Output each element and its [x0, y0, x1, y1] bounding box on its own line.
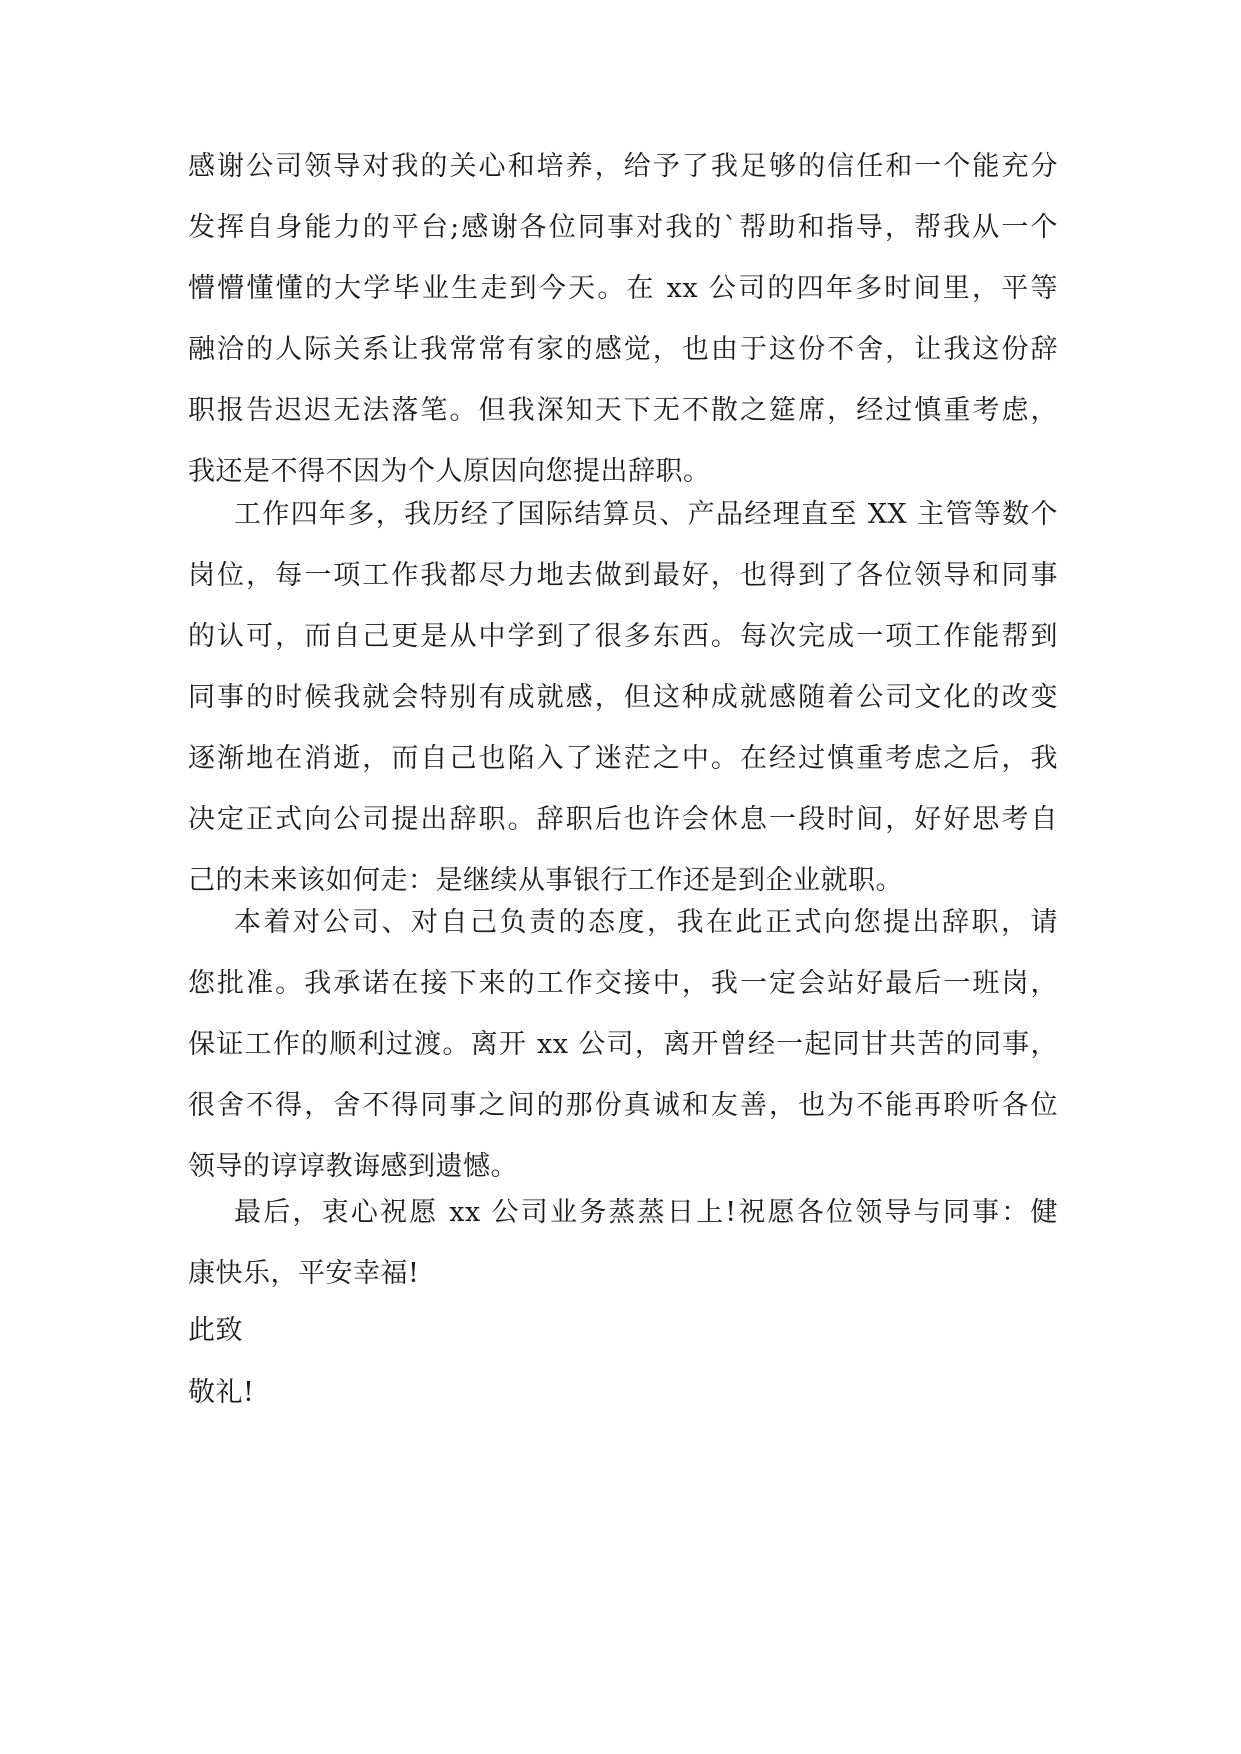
- paragraph-wishes: [188, 1182, 1058, 1304]
- text-line: 的认可，而自己更是从中学到了很多东西。每次完成一项工作能帮到: [188, 621, 1058, 652]
- text-line: 职报告迟迟无法落笔。但我深知天下无不散之筵席，经过慎重考虑，: [188, 395, 1058, 426]
- text-line: 领导的谆谆教诲感到遗憾。: [188, 1151, 518, 1182]
- paragraph-work-history: [188, 484, 1058, 911]
- text-line: 逐渐地在消逝，而自己也陷入了迷茫之中。在经过慎重考虑之后，我: [188, 743, 1058, 774]
- text-line: 保证工作的顺利过渡。离开 xx 公司，离开曾经一起同甘共苦的同事，: [188, 1029, 1058, 1060]
- text-line: 岗位，每一项工作我都尽力地去做到最好，也得到了各位领导和同事: [188, 560, 1058, 591]
- text-line: 决定正式向公司提出辞职。辞职后也许会休息一段时间，好好思考自: [188, 804, 1058, 835]
- text-line: 本着对公司、对自己负责的态度，我在此正式向您提出辞职，请: [234, 907, 1058, 938]
- text-line: 同事的时候我就会特别有成就感，但这种成就感随着公司文化的改变: [188, 682, 1058, 713]
- closing-block: [188, 1300, 1058, 1361]
- text-line: 融洽的人际关系让我常常有家的感觉，也由于这份不舍，让我这份辞: [188, 334, 1058, 365]
- salutation-text: 敬礼!: [188, 1377, 255, 1408]
- text-line: 康快乐，平安幸福!: [188, 1258, 420, 1289]
- salutation-block: [188, 1362, 1058, 1423]
- text-line: 懵懵懂懂的大学毕业生走到今天。在 xx 公司的四年多时间里，平等: [188, 273, 1058, 304]
- text-line: 您批准。我承诺在接下来的工作交接中，我一定会站好最后一班岗，: [188, 968, 1058, 999]
- text-line: 工作四年多，我历经了国际结算员、产品经理直至 XX 主管等数个: [234, 499, 1058, 530]
- text-line: 发挥自身能力的平台;感谢各位同事对我的`帮助和指导，帮我从一个: [188, 212, 1058, 243]
- text-line: 我还是不得不因为个人原因向您提出辞职。: [188, 456, 711, 487]
- text-line: 很舍不得，舍不得同事之间的那份真诚和友善，也为不能再聆听各位: [188, 1090, 1058, 1121]
- paragraph-gratitude: [188, 136, 1058, 502]
- text-line: 己的未来该如何走：是继续从事银行工作还是到企业就职。: [188, 865, 903, 896]
- text-line: 最后，衷心祝愿 xx 公司业务蒸蒸日上!祝愿各位领导与同事：健: [234, 1197, 1058, 1228]
- paragraph-resignation: [188, 892, 1058, 1197]
- text-line: 感谢公司领导对我的关心和培养，给予了我足够的信任和一个能充分: [188, 151, 1058, 182]
- closing-text: 此致: [188, 1315, 243, 1346]
